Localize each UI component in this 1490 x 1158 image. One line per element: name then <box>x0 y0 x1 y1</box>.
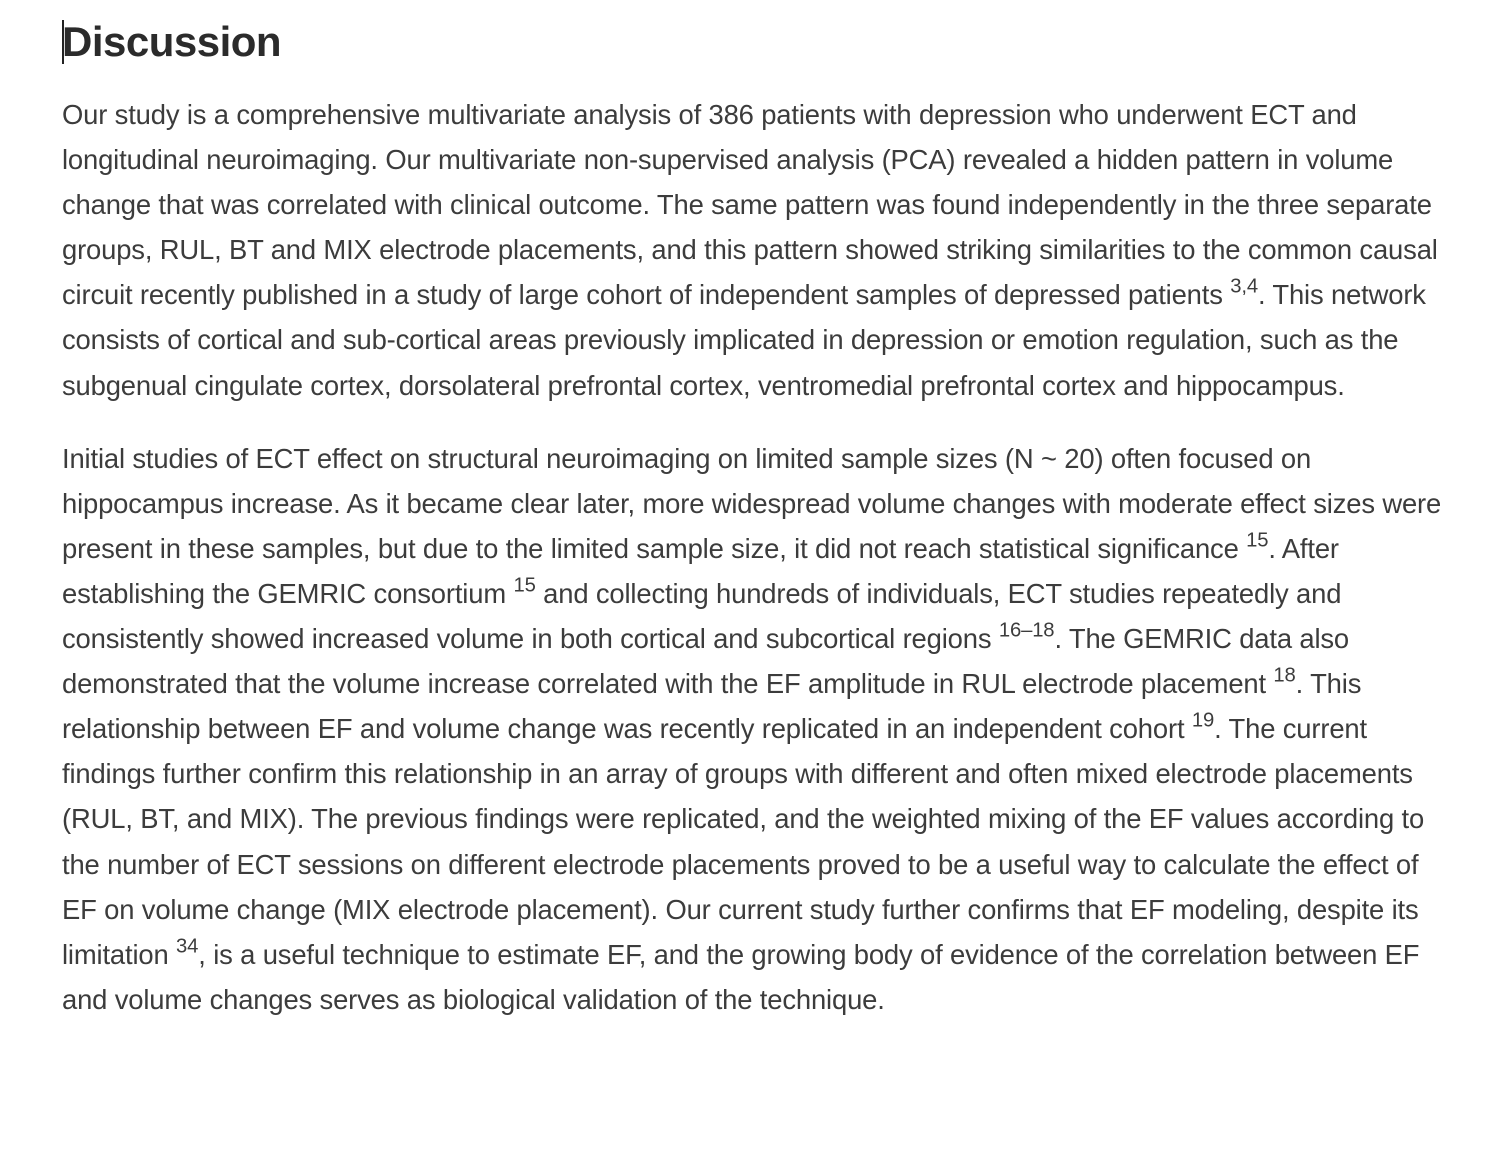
paragraph-text: Initial studies of ECT effect on structural neuroimaging on limited sample sizes (N ~ 20) often focused on hippocampus increase. As it became clear later, more widespread volume changes with moderate effect sizes were present in these samples, but due to the limited sample size, it did not reach statistical significance <box>62 442 1442 564</box>
citation-link[interactable]: 15 <box>1246 529 1269 552</box>
paragraph-text: . This network consists of cortical and sub-cortical areas previously implicated in depression or emotion regulation, such as the subgenual cingulate cortex, dorsolateral prefrontal cortex, ventromedial prefrontal cortex and hippocampus. <box>62 279 1426 401</box>
citation-link[interactable]: 3,4 <box>1230 275 1258 298</box>
paragraph-text: . After establishing the GEMRIC consortium <box>62 532 1339 609</box>
citation-superscript <box>1273 664 1295 686</box>
section-header <box>62 0 1446 92</box>
paragraph-text: , is a useful technique to estimate EF, and the growing body of evidence of the correlation between EF and volume changes serves as biological validation of the technique. <box>62 938 1420 1015</box>
section-title: Discussion <box>62 18 282 65</box>
citation-link[interactable]: 34 <box>176 934 199 957</box>
citation-superscript <box>1230 276 1258 298</box>
citation-link[interactable]: 18 <box>1273 664 1296 687</box>
citation-link[interactable]: 16–18 <box>998 619 1055 642</box>
citation-superscript <box>1192 709 1214 731</box>
citation-superscript <box>999 619 1055 641</box>
paragraph <box>62 436 1446 1022</box>
paragraph-text: Our study is a comprehensive multivariate analysis of 386 patients with depression who underwent ECT and longitudinal neuroimaging. Our multivariate non-supervised analysis (PCA) revealed a hidden pattern in volume change that was correlated with clinical outcome. The same pattern was found independently in the three separate groups, RUL, BT and MIX electrode placements, and this pattern showed striking similarities to the common causal circuit recently published in a study of large cohort of independent samples of depressed patients <box>62 99 1438 311</box>
citation-link[interactable]: 15 <box>513 574 536 597</box>
citation-superscript <box>513 574 535 596</box>
article-section <box>62 0 1446 1022</box>
citation-link[interactable]: 19 <box>1191 709 1215 732</box>
paragraph-text: and collecting hundreds of individuals, ECT studies repeatedly and consistently showed increased volume in both cortical and subcortical regions <box>62 577 1342 655</box>
citation-superscript <box>176 935 198 957</box>
paragraph-text: . The GEMRIC data also demonstrated that the volume increase correlated with the EF amplitude in RUL electrode placement <box>62 623 1350 700</box>
citation-superscript <box>1246 529 1268 551</box>
section-body <box>62 92 1446 1022</box>
paragraph <box>62 92 1446 408</box>
paragraph-text: . This relationship between EF and volume change was recently replicated in an independent cohort <box>62 668 1362 745</box>
paragraph-text: . The current findings further confirm this relationship in an array of groups with different and often mixed electrode placements (RUL, BT, and MIX). The previous findings were replicated, and the weighted mixing of the EF values according to the number of ECT sessions on different electrode placements proved to be a useful way to calculate the effect of EF on volume change (MIX electrode placement). Our current study further confirms that EF modeling, despite its limitation <box>62 713 1425 970</box>
